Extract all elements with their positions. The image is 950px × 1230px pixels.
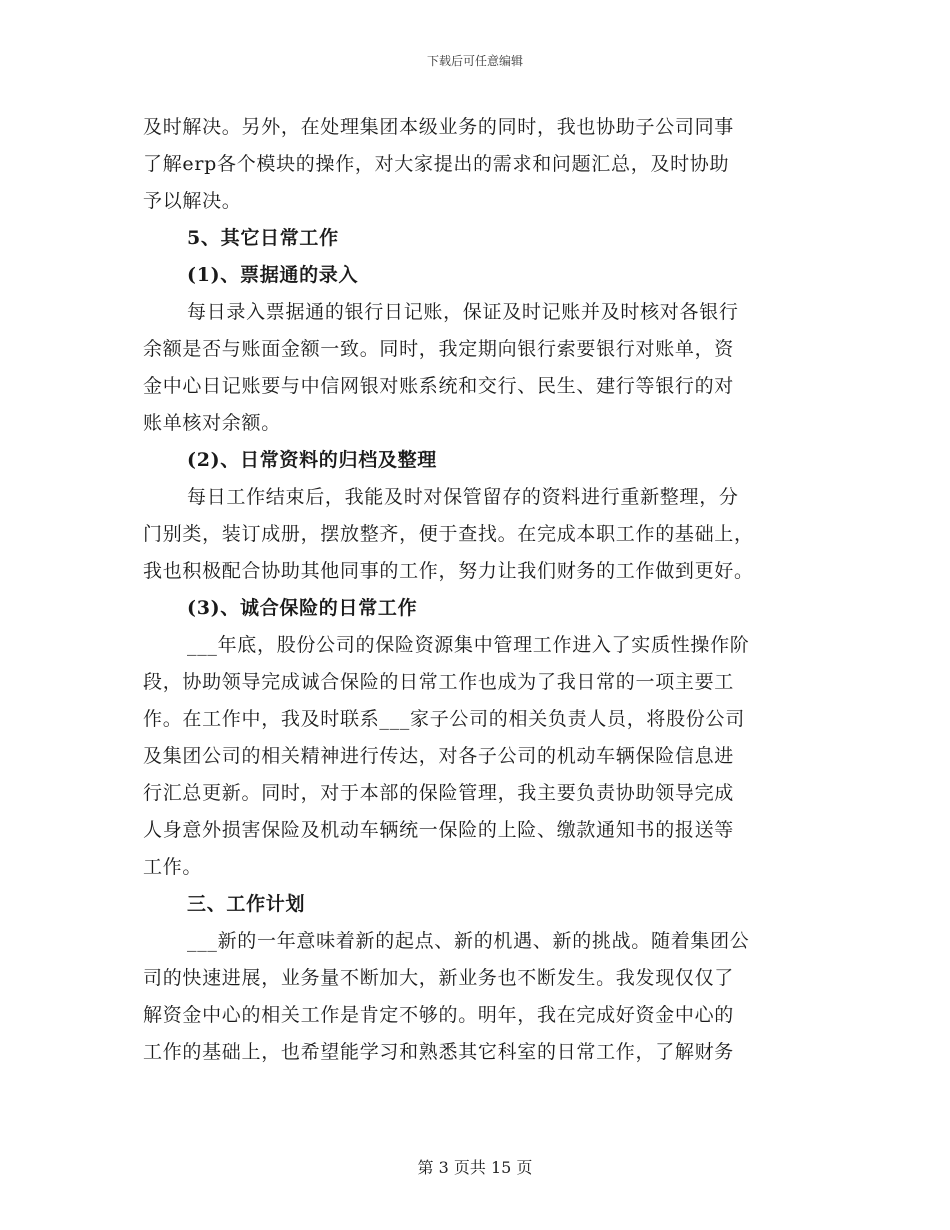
- paragraph-line: 及集团公司的相关精神进行传达，对各子公司的机动车辆保险信息进: [143, 745, 735, 767]
- paragraph-line: 了解erp各个模块的操作，对大家提出的需求和问题汇总，及时协助: [143, 153, 730, 175]
- paragraph-line: ___新的一年意味着新的起点、新的机遇、新的挑战。随着集团公: [187, 930, 750, 952]
- paragraph-line: 门别类，装订成册，摆放整齐，便于查找。在完成本职工作的基础上，: [143, 523, 754, 545]
- page-header: 下载后可任意编辑: [426, 54, 523, 68]
- paragraph-line: 司的快速进展，业务量不断加大，新业务也不断发生。我发现仅仅了: [143, 967, 735, 989]
- section-heading: (1)、票据通的录入: [187, 264, 359, 286]
- paragraph-line: 工作的基础上，也希望能学习和熟悉其它科室的日常工作，了解财务: [143, 1041, 735, 1063]
- paragraph-line: 余额是否与账面金额一致。同时，我定期向银行索要银行对账单，资: [143, 338, 735, 360]
- section-heading: (3)、诚合保险的日常工作: [187, 597, 418, 619]
- section-heading: (2)、日常资料的归档及整理: [187, 449, 438, 471]
- page-footer: 第 3 页共 15 页: [417, 1158, 533, 1177]
- paragraph-line: 及时解决。另外，在处理集团本级业务的同时，我也协助子公司同事: [143, 116, 735, 138]
- paragraph-line: 每日工作结束后，我能及时对保管留存的资料进行重新整理，分: [187, 486, 739, 508]
- section-heading: 三、工作计划: [187, 893, 306, 915]
- document-body: [143, 109, 808, 1071]
- paragraph-line: 行汇总更新。同时，对于本部的保险管理，我主要负责协助领导完成: [143, 782, 735, 804]
- paragraph-line: 作。在工作中，我及时联系___家子公司的相关负责人员，将股份公司: [143, 708, 745, 730]
- section-heading: 5、其它日常工作: [187, 227, 339, 249]
- paragraph-line: 工作。: [143, 856, 203, 878]
- paragraph-line: 解资金中心的相关工作是肯定不够的。明年，我在完成好资金中心的: [143, 1004, 735, 1026]
- paragraph-line: 账单核对余额。: [143, 412, 281, 434]
- paragraph-line: 每日录入票据通的银行日记账，保证及时记账并及时核对各银行: [187, 301, 739, 323]
- paragraph-line: 予以解决。: [143, 190, 242, 212]
- paragraph-line: ___年底，股份公司的保险资源集中管理工作进入了实质性操作阶: [187, 634, 750, 656]
- paragraph-line: 我也积极配合协助其他同事的工作，努力让我们财务的工作做到更好。: [143, 560, 754, 582]
- paragraph-line: 段，协助领导完成诚合保险的日常工作也成为了我日常的一项主要工: [143, 671, 735, 693]
- paragraph-line: 金中心日记账要与中信网银对账系统和交行、民生、建行等银行的对: [143, 375, 735, 397]
- paragraph-line: 人身意外损害保险及机动车辆统一保险的上险、缴款通知书的报送等: [143, 819, 735, 841]
